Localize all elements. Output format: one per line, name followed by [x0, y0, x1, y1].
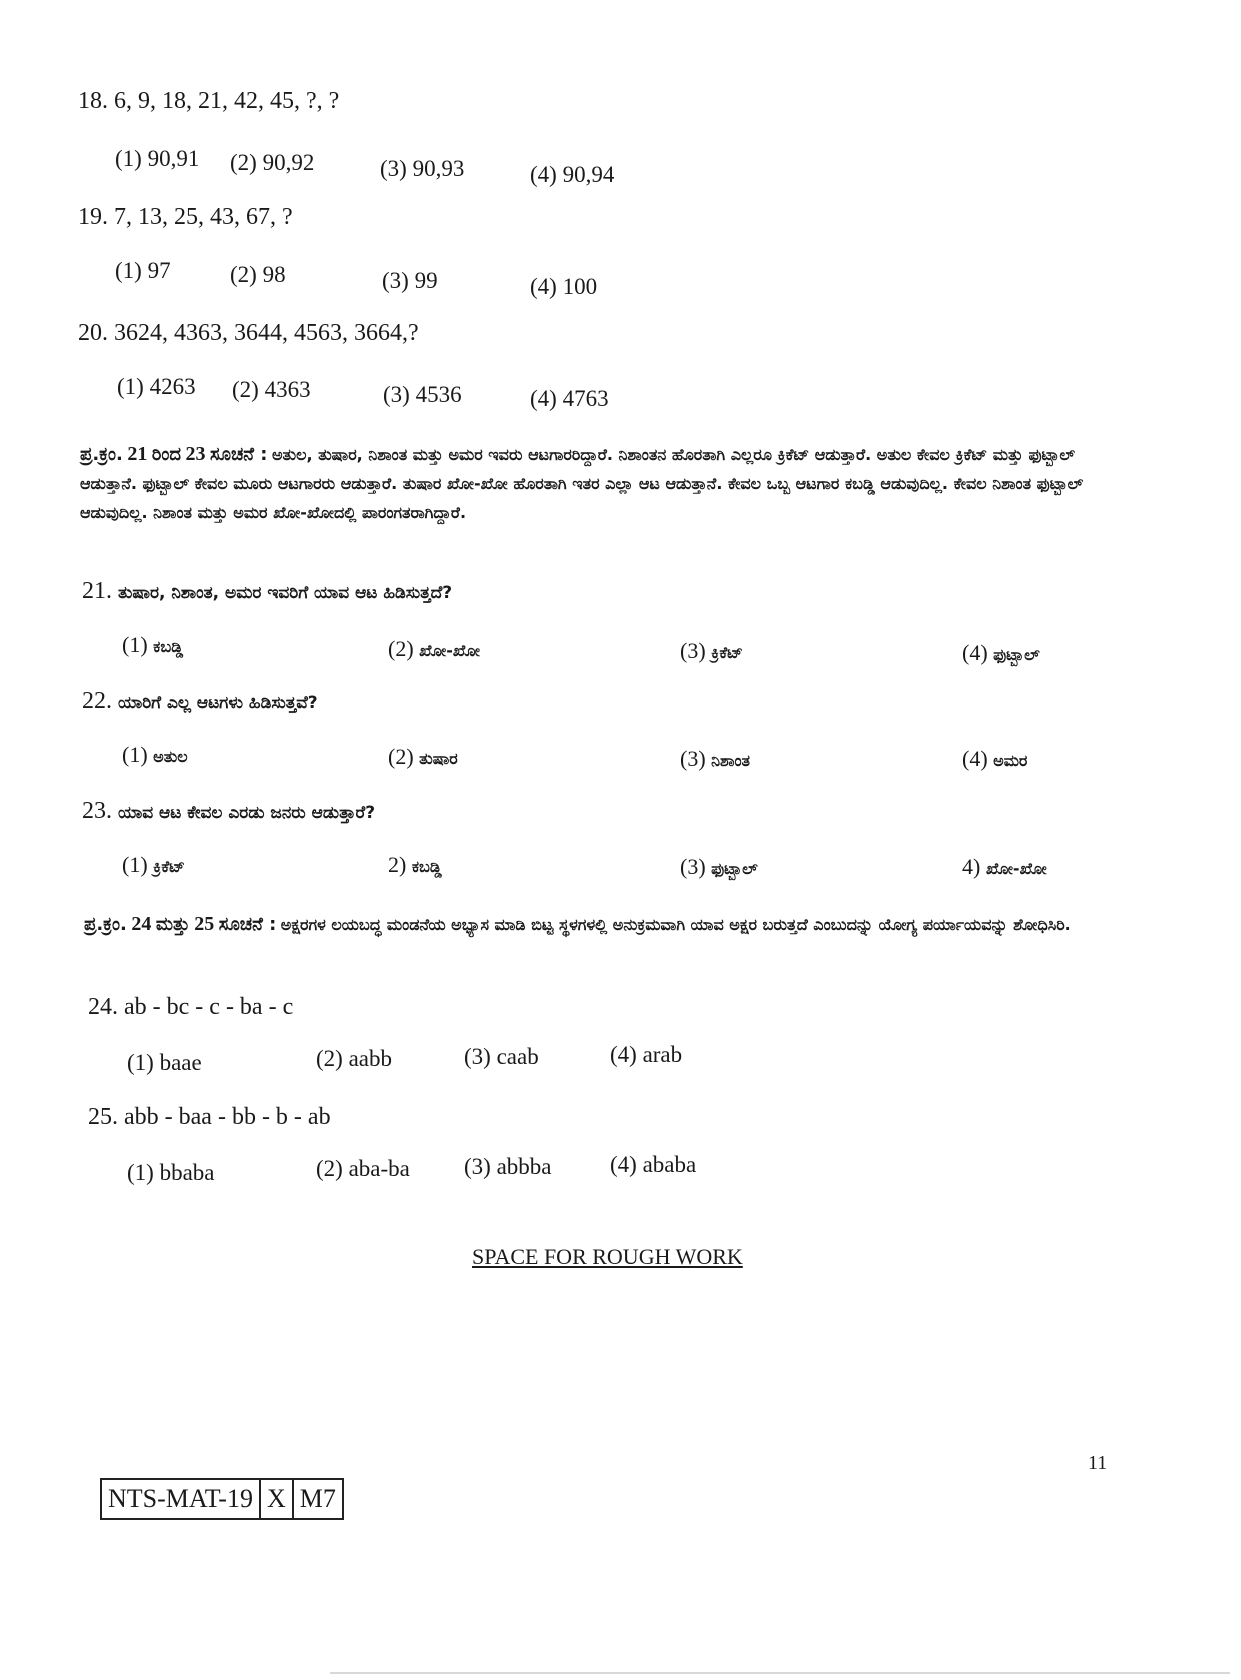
- q19-option-1: (1) 97: [115, 258, 171, 283]
- instr1-lead-b: ರಿಂದ: [151, 444, 181, 465]
- q25-option-2: (2) aba-ba: [316, 1156, 410, 1181]
- question-23-stem: [82, 798, 375, 825]
- q25-option-3: (3) abbba: [464, 1154, 552, 1179]
- q23-option-2: 2) ಕಬಡ್ಡಿ: [388, 852, 442, 877]
- q21-text: ತುಷಾರ, ನಿಶಾಂತ, ಅಮರ ಇವರಿಗೆ ಯಾವ ಆಟ ಹಿಡಿಸುತ್ತದೆ?: [118, 583, 453, 603]
- q23-option-4: 4) ಖೋ-ಖೋ: [962, 854, 1047, 879]
- question-19-stem: 19. 7, 13, 25, 43, 67, ?: [78, 204, 293, 230]
- q25-option-4: (4) ababa: [610, 1152, 697, 1177]
- q24-option-1: (1) baae: [127, 1050, 202, 1075]
- q24-option-3: (3) caab: [464, 1044, 539, 1069]
- q23-option-1: (1) ಕ್ರಿಕೆಟ್: [122, 852, 185, 877]
- paper-version: X: [259, 1480, 292, 1518]
- q20-option-2: (2) 4363: [232, 377, 311, 402]
- instr1-lead-a: ಪ್ರ.ಕ್ರಂ.: [80, 444, 123, 465]
- rough-work-heading: SPACE FOR ROUGH WORK: [472, 1244, 743, 1269]
- q22-option-1: (1) ಅತುಲ: [122, 742, 188, 767]
- q18-option-1: (1) 90,91: [115, 146, 200, 171]
- instr1-num-a: 21: [127, 443, 148, 465]
- q19-option-3: (3) 99: [382, 268, 438, 293]
- q21-option-4: (4) ಫುಟ್ಬಾಲ್: [962, 640, 1040, 665]
- q21-option-2: (2) ಖೋ-ಖೋ: [388, 636, 481, 661]
- instr2-lead-b: ಮತ್ತು: [155, 914, 190, 935]
- q19-option-4: (4) 100: [530, 274, 598, 299]
- paper-code: NTS-MAT-19: [108, 1484, 253, 1513]
- instr1-lead-c: ಸೂಚನೆ :: [209, 444, 268, 465]
- q18-option-2: (2) 90,92: [230, 150, 315, 175]
- q22-option-4: (4) ಅಮರ: [962, 746, 1028, 771]
- instr2-lead-a: ಪ್ರ.ಕ್ರಂ.: [84, 914, 127, 935]
- instr2-num-b: 25: [194, 913, 215, 935]
- q18-option-3: (3) 90,93: [380, 156, 465, 181]
- q18-option-4: (4) 90,94: [530, 162, 615, 187]
- question-18-stem: 18. 6, 9, 18, 21, 42, 45, ?, ?: [78, 88, 340, 114]
- page-number: 11: [1088, 1452, 1108, 1474]
- q20-option-3: (3) 4536: [383, 382, 462, 407]
- q23-text: ಯಾವ ಆಟ ಕೇವಲ ಎರಡು ಜನರು ಆಡುತ್ತಾರೆ?: [118, 803, 376, 823]
- q22-text: ಯಾರಿಗೆ ಎಲ್ಲ ಆಟಗಳು ಹಿಡಿಸುತ್ತವೆ?: [118, 693, 318, 713]
- paper-medium: M7: [292, 1480, 342, 1518]
- instr1-num-b: 23: [185, 443, 206, 465]
- question-25-stem: 25. abb - baa - bb - b - ab: [88, 1104, 331, 1130]
- q24-option-4: (4) arab: [610, 1042, 683, 1067]
- instr2-num-a: 24: [131, 913, 152, 935]
- instr2-lead-c: ಸೂಚನೆ :: [218, 914, 277, 935]
- q22-option-3: (3) ನಿಶಾಂತ: [680, 746, 751, 771]
- q21-number: 21.: [82, 578, 112, 604]
- q22-number: 22.: [82, 688, 112, 714]
- question-21-stem: [82, 578, 452, 605]
- q24-option-2: (2) aabb: [316, 1046, 392, 1071]
- q20-option-4: (4) 4763: [530, 386, 609, 411]
- question-22-stem: [82, 688, 318, 715]
- question-24-stem: 24. ab - bc - c - ba - c: [88, 994, 294, 1020]
- instr1-body: ಅತುಲ, ತುಷಾರ, ನಿಶಾಂತ ಮತ್ತು ಅಮರ ಇವರು ಆಟಗಾರರಿದ್ದಾರೆ. ನಿಶಾಂತನ ಹೊರತಾಗಿ ಎಲ್ಲರೂ ಕ್ರಿಕೆಟ್ ಆಡುತ್ತಾರೆ. ಅತುಲ ಕೇವಲ ಕ್ರಿಕೆಟ್ ಮತ್ತು ಫುಟ್ಬಾಲ್ ಆಡುತ್ತಾನೆ. ಫುಟ್ಬಾಲ್ ಕೇವಲ ಮೂರು ಆಟಗಾರರು ಆಡುತ್ತಾರೆ. ತುಷಾರ ಖೋ-ಖೋ ಹೊರತಾಗಿ ಇತರ ಎಲ್ಲಾ ಆಟ ಆಡುತ್ತಾನೆ. ಕೇವಲ ಒಬ್ಬ ಆಟಗಾರ ಕಬಡ್ಡಿ ಆಡುವುದಿಲ್ಲ. ಕೇವಲ ನಿಶಾಂತ ಫುಟ್ಬಾಲ್ ಆಡುವುದಿಲ್ಲ. ನಿಶಾಂತ ಮತ್ತು ಅಮರ ಖೋ-ಖೋದಲ್ಲಿ ಪಾರಂಗತರಾಗಿದ್ದಾರೆ.: [80, 445, 1084, 522]
- paper-code-box: [100, 1478, 344, 1520]
- q23-number: 23.: [82, 798, 112, 824]
- q21-option-3: (3) ಕ್ರಿಕೆಟ್: [680, 638, 743, 663]
- q22-option-2: (2) ತುಷಾರ: [388, 744, 458, 769]
- q19-option-2: (2) 98: [230, 262, 286, 287]
- scan-edge-line: [330, 1672, 1230, 1674]
- question-20-stem: 20. 3624, 4363, 3644, 4563, 3664,?: [78, 320, 419, 346]
- instr2-body: ಅಕ್ಷರಗಳ ಲಯಬದ್ಧ ಮಂಡನೆಯ ಅಭ್ಯಾಸ ಮಾಡಿ ಬಿಟ್ಟ ಸ್ಥಳಗಳಲ್ಲಿ ಅನುಕ್ರಮವಾಗಿ ಯಾವ ಅಕ್ಷರ ಬರುತ್ತದೆ ಎಂಬುದನ್ನು ಯೋಗ್ಯ ಪರ್ಯಾಯವನ್ನು ಶೋಧಿಸಿರಿ.: [280, 915, 1071, 934]
- q21-option-1: (1) ಕಬಡ್ಡಿ: [122, 632, 184, 657]
- q23-option-3: (3) ಫುಟ್ಬಾಲ್: [680, 854, 758, 879]
- instructions-24-25: [84, 910, 1124, 939]
- q20-option-1: (1) 4263: [117, 374, 196, 399]
- q25-option-1: (1) bbaba: [127, 1160, 215, 1185]
- instructions-21-23: [80, 440, 1120, 527]
